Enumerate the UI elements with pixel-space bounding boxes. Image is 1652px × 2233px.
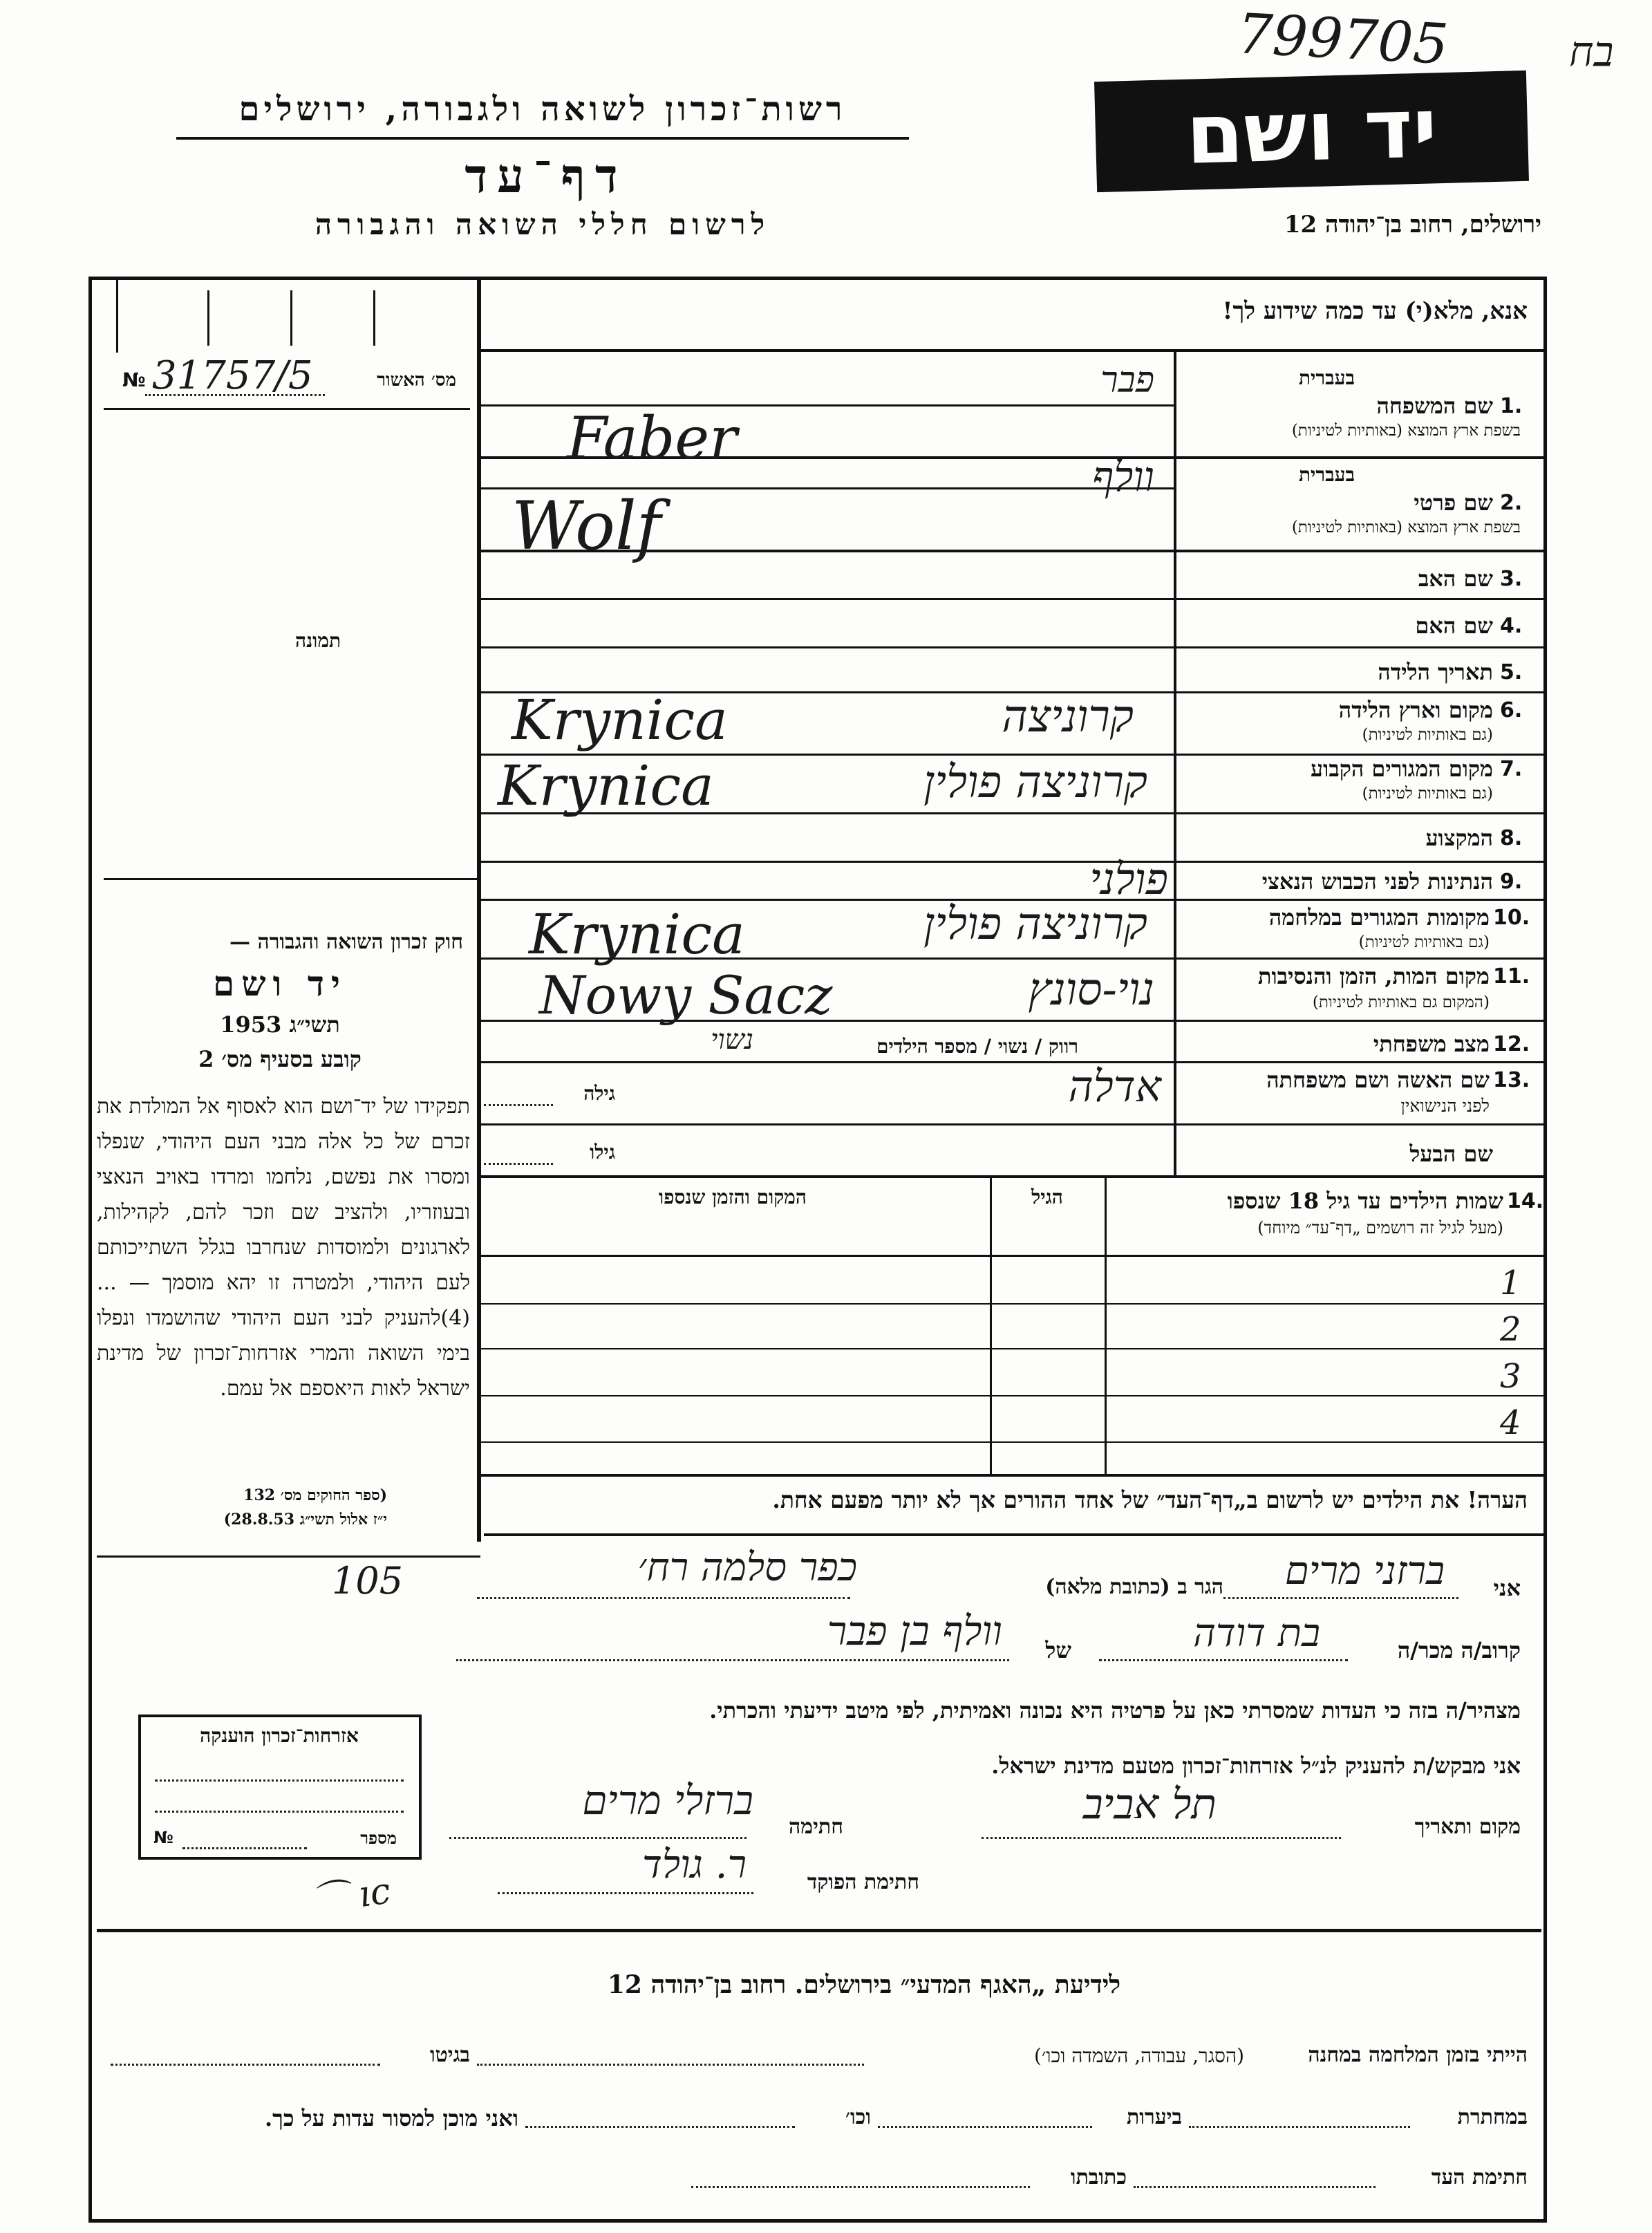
field-11-number: 11. [1493, 964, 1530, 989]
reg-box-left [116, 277, 118, 353]
children-rule-4 [481, 1441, 1547, 1443]
citizenship-box-title: אזרחות־זכרון הוענקה [200, 1724, 359, 1747]
place-date-label: מקום ותאריך [1414, 1815, 1521, 1839]
place-date-value: תל אביב [1082, 1780, 1217, 1829]
footer-line2-forests: ביערות [1126, 2105, 1182, 2129]
field-6-number: 6. [1500, 698, 1523, 722]
of-dots [456, 1659, 1009, 1661]
children-row-1: 1 [1500, 1264, 1521, 1302]
field-12-options: רווק / נשוי / מספר הילדים [876, 1035, 1078, 1058]
intro-bottom-rule [477, 349, 1547, 352]
citizenship-dots-2 [155, 1811, 404, 1813]
field-13-sub: לפני הנישואין [1400, 1096, 1490, 1116]
relation-value: בת דודה [1193, 1611, 1320, 1656]
declaration-line: מצהיר/ה בזה כי העדות שמסרתי כאן על פרטיה היא נכונה ואמיתית, לפי מיטב ידיעתי והכרתי. [709, 1697, 1521, 1723]
field-12-hebrew-value: נשוי [710, 1024, 753, 1056]
declarant-ani-label: אני [1493, 1575, 1521, 1601]
field-13-number: 13. [1493, 1068, 1530, 1092]
of-value: וולף בן פבר [827, 1607, 1002, 1654]
footer-line3-dots-b [691, 2186, 1030, 2188]
field-10-sub: (גם באותיות לטיניות) [1358, 933, 1490, 951]
children-note: הערה! את הילדים יש לרשום ב„דף־העד״ של אחד ההורים אך לא יותר מפעם אחת. [772, 1486, 1528, 1513]
children-rule-1 [481, 1303, 1547, 1305]
field-7-latin-value: Krynica [498, 754, 714, 818]
field-6-latin-value: Krynica [511, 688, 728, 752]
law-name: יד ושם [213, 963, 347, 1004]
children-number: 14. [1507, 1189, 1544, 1213]
children-bottom-rule [481, 1474, 1547, 1477]
fields-label-divider [1174, 349, 1176, 1175]
of-label: של [1045, 1637, 1071, 1663]
field-9-label: הנתינות לפני הכבוש הנאצי [1261, 868, 1493, 895]
field-1-hebrew-tag: בעברית [1298, 366, 1355, 389]
field-2-latin-value: Wolf [511, 487, 661, 565]
footer-line3-dots-a [1134, 2186, 1376, 2188]
husband-age-dots [484, 1163, 553, 1165]
authority-line: רשות־זכרון לשואה ולגבורה, ירושלים [238, 90, 847, 129]
reg-number-dots [145, 394, 325, 396]
field-2-label: שם פרטי [1414, 489, 1493, 516]
photo-bottom-rule [104, 878, 477, 880]
top-handwritten-mark: בח [1569, 28, 1614, 76]
declarant-house-value: 105 [332, 1559, 404, 1603]
footer-line1-types: (הסגר, עבודה, השמדה וכו׳) [1033, 2044, 1244, 2067]
field-3-number: 3. [1500, 567, 1523, 591]
officer-label: חתימת הפוקד [807, 1870, 919, 1894]
field-10-number: 10. [1493, 906, 1530, 930]
children-col-div1 [1105, 1178, 1107, 1475]
request-line: אני מבקש/ת להעניק לנ״ל אזרחות־זכרון מטעם מדינת ישראל. [991, 1753, 1521, 1779]
declarant-address-value: כפר סלמה רח׳ [637, 1545, 857, 1590]
reg-box-tick3 [373, 290, 375, 346]
officer-value: ר. גולד [641, 1842, 747, 1887]
field-3-label: שם האב [1418, 566, 1493, 592]
field-9-number: 9. [1500, 870, 1523, 894]
field-6-sub: (גם באותיות לטיניות) [1362, 726, 1493, 744]
field-12-number: 12. [1493, 1032, 1530, 1056]
margin-handwriting: ⌒ ıc [309, 1870, 393, 1923]
declarant-resides-label: הגר ב (כתובת מלאה) [1045, 1575, 1223, 1599]
field-7-hebrew-value: קרוניצה פולין [923, 757, 1147, 808]
children-rule-3 [481, 1395, 1547, 1396]
field-10-hebrew-value: קרוניצה פולין [923, 899, 1147, 950]
left-declaration-rule [97, 1555, 480, 1558]
relative-label: קרוב/ה מכר/ה [1397, 1637, 1521, 1663]
footer-line2-underground: במחתרת [1457, 2105, 1528, 2129]
yad-vashem-logo [1094, 71, 1529, 192]
citizenship-number-prefix: № [153, 1828, 173, 1847]
law-year: תשי״ג 1953 [220, 1011, 340, 1038]
officer-dots [498, 1892, 753, 1894]
footer-title: לידיעת „האגף המדעי״ בירושלים. רחוב בן־יהודה 12 [607, 1970, 1121, 1999]
footer-line2-dots-c [525, 2126, 795, 2128]
field-13-hebrew-value: אדלה [1068, 1061, 1161, 1112]
field-2-number: 2. [1500, 491, 1523, 515]
photo-label: תמונה [294, 629, 341, 652]
field-10-latin-value: Krynica [529, 902, 745, 966]
footer-line2-dots-a [1189, 2126, 1410, 2128]
footer-line1-ghetto: בגיטו [429, 2043, 470, 2067]
field-6-label: מקום וארץ הלידה [1338, 697, 1493, 723]
husband-age-label: גילו [590, 1141, 615, 1164]
citizenship-dots-1 [155, 1779, 404, 1782]
field-11-label: מקום המות, הזמן והנסיבות [1257, 963, 1490, 989]
note-bottom-rule [484, 1533, 1547, 1536]
wife-age-label: גילה [583, 1082, 615, 1105]
left-column-divider [477, 277, 481, 1542]
footer-line1-camp: הייתי בזמן המלחמה במחנה [1308, 2043, 1528, 2067]
footer-witness-signature: חתימת העד [1431, 2165, 1528, 2189]
law-reference-2: י״ז אלול תשי״ג 28.8.53) [223, 1511, 387, 1529]
citizenship-number-dots [182, 1847, 307, 1849]
field-1-number: 1. [1500, 394, 1523, 418]
intro-instruction: אנא, מלא(י) עד כמה שידוע לך! [1222, 297, 1528, 325]
office-address: ירושלים, רחוב בן־יהודה 12 [1284, 211, 1541, 239]
field-5-label: תאריך הלידה [1378, 659, 1493, 685]
children-col-place: המקום והזמן שנספו [659, 1186, 807, 1208]
footer-line1-dots-b [111, 2064, 380, 2066]
logo-text: יד ושם [1185, 80, 1438, 183]
wife-age-dots [484, 1104, 553, 1106]
law-reference-1: (ספר החוקים מס׳ 132 [243, 1486, 387, 1504]
footer-line2-etc: וכו׳ [845, 2105, 871, 2129]
reg-box-tick1 [207, 290, 209, 346]
top-handwritten-number: 799705 [1235, 1, 1450, 77]
field-8-label: המקצוע [1425, 825, 1493, 851]
signature-dots [449, 1837, 747, 1839]
citizenship-number-label: מספר [360, 1828, 397, 1848]
relation-dots [1099, 1659, 1348, 1661]
declarant-address-dots [477, 1597, 850, 1599]
children-rule-2 [481, 1348, 1547, 1349]
field-7-number: 7. [1500, 757, 1523, 781]
law-clause: קובע בסעיף מס׳ 2 [198, 1046, 362, 1072]
reg-number-prefix: № [122, 368, 146, 391]
field-8-number: 8. [1500, 826, 1523, 850]
declarant-name-dots [1223, 1597, 1458, 1599]
field-6-hebrew-value: קרוניצה [1002, 691, 1134, 742]
place-date-dots [982, 1837, 1341, 1839]
field-2-hebrew-tag: בעברית [1298, 463, 1355, 486]
law-text: תפקידו של יד־ושם הוא לאסוף אל המולדת את זכרם של כל אלה מבני העם היהודי, שנפלו ומסרו את נפשם, נלחמו ומרדו באויב הנאצי ובעוזריו, ולהציב שם וזכר להם, לקהילות, לארגונים ולמוסדות שנחרבו בגלל השתייכותם לעם היהודי, ולמטרה זו יהא מוסמך — ...(4)להעניק לבני העם היהודי שהושמדו ונפלו בימי השואה והמרי אזרחות־זכרון של מדינת ישראל לאות היאספם אל עמם. [97, 1094, 470, 1401]
document-subtitle: לרשום חללי השואה והגבורה [315, 207, 771, 241]
signature-value: ברזלי מרים [582, 1777, 753, 1824]
children-sub: (מעל לגיל זה רושמים „דף־עד״ מיוחד) [1257, 1218, 1503, 1237]
footer-address: כתובתו [1070, 2165, 1127, 2189]
reg-number-value: 31757/5 [152, 353, 313, 398]
field-2-hebrew-value: וולף [1092, 453, 1154, 501]
field-10-label: מקומות המגורים במלחמה [1268, 904, 1490, 931]
field-4-label: שם האם [1415, 613, 1493, 639]
document-title: דף־עד [464, 149, 628, 204]
rule-f3 [481, 598, 1547, 600]
field-1-hebrew-value: פבר [1100, 359, 1154, 401]
reg-box-tick2 [290, 290, 292, 346]
field-11-latin-value: Nowy Sacz [539, 964, 833, 1026]
field-4-number: 4. [1500, 614, 1523, 638]
field-9-hebrew-value: פולני [1089, 854, 1168, 904]
rule-f4 [481, 646, 1547, 648]
declarant-name-value: ברזני מרים [1284, 1549, 1445, 1594]
footer-separator [97, 1929, 1541, 1932]
husband-label: שם הבעל [1409, 1141, 1493, 1167]
authority-underline [176, 137, 909, 140]
field-11-hebrew-value: נוי-סונץ [1028, 964, 1154, 1016]
footer-line2-dots-b [878, 2126, 1092, 2128]
children-row-4: 4 [1500, 1403, 1521, 1442]
children-header-rule [481, 1255, 1547, 1257]
children-row-3: 3 [1500, 1357, 1521, 1396]
signature-label: חתימה [789, 1815, 843, 1839]
field-1-label: שם המשפחה [1376, 393, 1493, 419]
rule-f13 [481, 1123, 1547, 1125]
reg-number-label: מס׳ האשור [377, 370, 456, 391]
children-col-age: הגיל [1031, 1186, 1063, 1208]
children-row-2: 2 [1500, 1310, 1521, 1349]
field-13-label: שם האשה ושם משפחתה [1266, 1067, 1490, 1093]
field-2-sub: בשפת ארץ המוצא (באותיות לטיניות) [1291, 518, 1521, 536]
field-12-label: מצב משפחתי [1373, 1031, 1490, 1057]
footer-line1-dots-a [477, 2064, 864, 2066]
field-1-latin-value: Faber [567, 404, 738, 472]
children-label: שמות הילדים עד גיל 18 שנספו [1227, 1188, 1503, 1214]
children-col-div2 [990, 1178, 992, 1475]
reg-bottom-rule [104, 408, 470, 410]
field-1-sub: בשפת ארץ המוצא (באותיות לטיניות) [1291, 422, 1521, 440]
citizenship-box [138, 1715, 422, 1860]
field-11-sub: (המקום גם באותיות לטיניות) [1312, 993, 1490, 1011]
registration-row [121, 353, 470, 404]
field-7-sub: (גם באותיות לטיניות) [1362, 785, 1493, 803]
footer-line2-willing: ואני מוכן למסור עדות על כך. [264, 2105, 518, 2131]
field-5-number: 5. [1500, 660, 1523, 684]
law-title: חוק זכרון השואה והגבורה — [229, 930, 463, 954]
rule-husband [481, 1175, 1547, 1178]
field-7-label: מקום המגורים הקבוע [1311, 756, 1493, 782]
